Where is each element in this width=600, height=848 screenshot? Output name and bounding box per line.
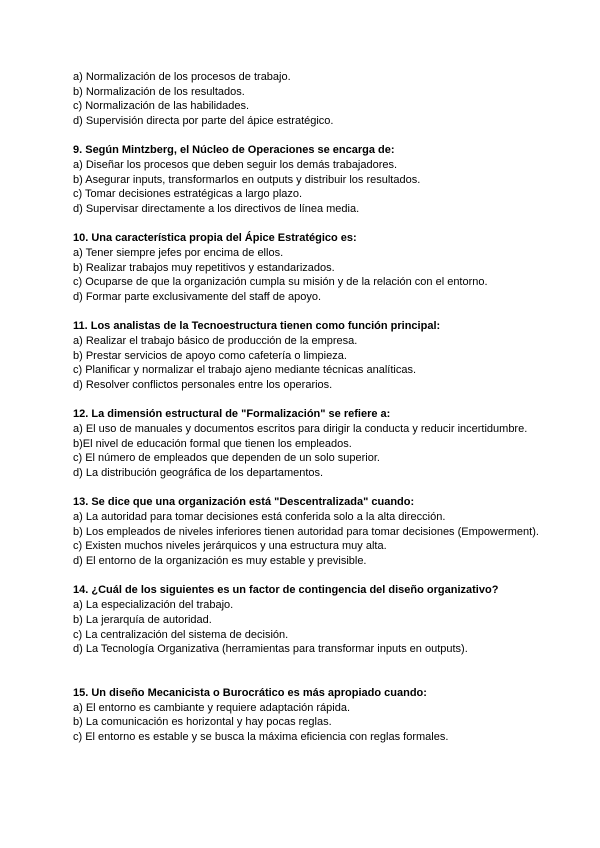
option-c: c) Planificar y normalizar el trabajo ajeno mediante técnicas analíticas. bbox=[73, 364, 416, 377]
option-a: a) Realizar el trabajo básico de producción de la empresa. bbox=[73, 335, 358, 348]
question-title: 13. Se dice que una organización está "Descentralizada" cuando: bbox=[73, 496, 415, 509]
option-a: a) La especialización del trabajo. bbox=[73, 599, 234, 612]
option-b: b) Normalización de los resultados. bbox=[73, 85, 245, 98]
question-title: 10. Una característica propia del Ápice Estratégico es: bbox=[73, 232, 357, 245]
question-title: 12. La dimensión estructural de "Formalización" se refiere a: bbox=[73, 408, 391, 421]
option-b: b) La comunicación es horizontal y hay pocas reglas. bbox=[73, 716, 332, 729]
option-a: a) El entorno es cambiante y requiere adaptación rápida. bbox=[73, 701, 351, 714]
option-c: c) Normalización de las habilidades. bbox=[73, 100, 250, 113]
question-8-options bbox=[73, 70, 540, 129]
question-11 bbox=[73, 319, 540, 393]
question-12 bbox=[73, 407, 540, 481]
option-d: d) La distribución geográfica de los departamentos. bbox=[73, 467, 324, 480]
question-title: 14. ¿Cuál de los siguientes es un factor de contingencia del diseño organizativo? bbox=[73, 584, 499, 597]
option-a: a) Diseñar los procesos que deben seguir los demás trabajadores. bbox=[73, 159, 398, 172]
option-c: c) Ocuparse de que la organización cumpla su misión y de la relación con el entorno. bbox=[73, 276, 488, 289]
question-13 bbox=[73, 495, 540, 569]
question-9 bbox=[73, 143, 540, 217]
option-d: d) Resolver conflictos personales entre los operarios. bbox=[73, 379, 333, 392]
question-title: 15. Un diseño Mecanicista o Burocrático es más apropiado cuando: bbox=[73, 686, 427, 699]
option-d: d) La Tecnología Organizativa (herramientas para transformar inputs en outputs). bbox=[73, 643, 468, 656]
option-c: c) Existen muchos niveles jerárquicos y una estructura muy alta. bbox=[73, 540, 387, 553]
option-b: b) Prestar servicios de apoyo como cafetería o limpieza. bbox=[73, 349, 347, 362]
option-a: a) La autoridad para tomar decisiones está conferida solo a la alta dirección. bbox=[73, 511, 446, 524]
option-c: c) Tomar decisiones estratégicas a largo plazo. bbox=[73, 188, 303, 201]
option-d: d) Formar parte exclusivamente del staff de apoyo. bbox=[73, 291, 322, 304]
option-b: b) Realizar trabajos muy repetitivos y estandarizados. bbox=[73, 261, 335, 274]
option-c: c) El número de empleados que dependen de un solo superior. bbox=[73, 452, 380, 465]
option-b: b) La jerarquía de autoridad. bbox=[73, 613, 212, 626]
option-a: a) Tener siempre jefes por encima de ellos. bbox=[73, 247, 284, 260]
option-b: b) Los empleados de niveles inferiores tienen autoridad para tomar decisiones (Empowerment). bbox=[73, 525, 539, 538]
option-d: d) Supervisar directamente a los directivos de línea media. bbox=[73, 203, 360, 216]
question-title: 9. Según Mintzberg, el Núcleo de Operaciones se encarga de: bbox=[73, 144, 395, 157]
option-a: a) Normalización de los procesos de trabajo. bbox=[73, 71, 291, 83]
option-d: d) El entorno de la organización es muy estable y previsible. bbox=[73, 555, 367, 568]
question-15 bbox=[73, 686, 540, 745]
question-14 bbox=[73, 583, 540, 657]
option-c: c) La centralización del sistema de decisión. bbox=[73, 628, 289, 641]
option-b: b) Asegurar inputs, transformarlos en outputs y distribuir los resultados. bbox=[73, 173, 421, 186]
option-a: a) El uso de manuales y documentos escritos para dirigir la conducta y reducir incertidumbre. bbox=[73, 423, 528, 436]
question-10 bbox=[73, 231, 540, 305]
option-d: d) Supervisión directa por parte del ápice estratégico. bbox=[73, 115, 334, 128]
option-c: c) El entorno es estable y se busca la máxima eficiencia con reglas formales. bbox=[73, 731, 449, 744]
question-title: 11. Los analistas de la Tecnoestructura tienen como función principal: bbox=[73, 320, 441, 333]
option-b: b)El nivel de educación formal que tienen los empleados. bbox=[73, 437, 352, 450]
